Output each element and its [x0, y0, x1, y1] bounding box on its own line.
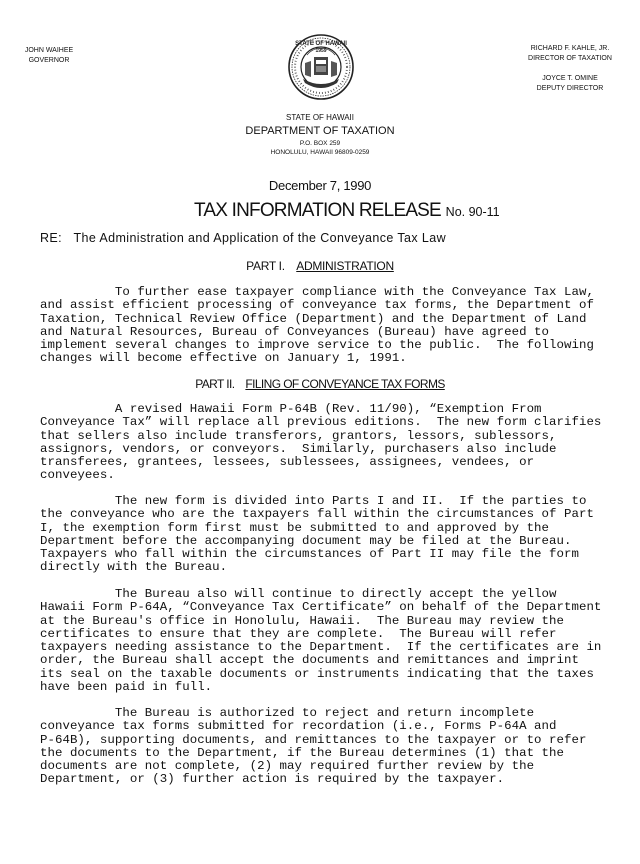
release-date: December 7, 1990 — [268, 178, 372, 193]
text-line: directly with the Bureau. — [40, 560, 228, 575]
text-line: Taxation, Technical Review Office (Department) and the Department of Land — [40, 311, 587, 326]
text-line: Department, or (3) further action is required by the taxpayer. — [40, 772, 505, 787]
text-line: The Bureau is authorized to reject and return incomplete — [40, 706, 535, 720]
governor-title: GOVERNOR — [28, 57, 70, 64]
re-subject: The Administration and Application of the Conveyance Tax Law — [73, 231, 447, 245]
text-line: that sellers also include transferors, grantors, lessors, sublessors, — [40, 428, 557, 443]
part1-heading — [0, 259, 640, 273]
text-line: taxpayers needing assistance to the Department. If the certificates are in — [40, 640, 602, 655]
re-label: RE: — [40, 231, 63, 245]
paragraph-5 — [40, 707, 630, 787]
deputy-title: DEPUTY DIRECTOR — [536, 85, 604, 92]
director-block — [520, 44, 620, 64]
text-line: Conveyance Tax” will replace all previous editions. The new form clarifies — [40, 415, 602, 430]
governor-block — [18, 46, 80, 66]
part2-label: PART II. — [195, 377, 235, 391]
text-line: the documents to the Department, if the Bureau determines (1) that the — [40, 745, 564, 760]
department-name: DEPARTMENT OF TAXATION — [245, 125, 395, 137]
paragraph-4 — [40, 588, 630, 694]
governor-name: JOHN WAIHEE — [24, 47, 74, 54]
text-line: certificates to ensure that they are complete. The Bureau will refer — [40, 626, 557, 641]
text-line: and Natural Resources, Bureau of Conveyances (Bureau) have agreed to — [40, 324, 550, 339]
text-line: conveyance tax forms submitted for recordation (i.e., Forms P-64A and — [40, 719, 557, 734]
director-title: DIRECTOR OF TAXATION — [528, 55, 612, 62]
state-name: STATE OF HAWAII — [286, 113, 354, 122]
state-seal-icon — [287, 33, 355, 101]
text-line: and assist efficient processing of conveyance tax forms, the Department of — [40, 298, 594, 313]
director-name: RICHARD F. KAHLE, JR. — [530, 45, 610, 52]
seal-text: STATE OF HAWAII — [295, 41, 347, 47]
text-line: To further ease taxpayer compliance with the Conveyance Tax Law, — [40, 285, 594, 299]
text-line: conveyees. — [40, 468, 115, 483]
text-line: order, the Bureau shall accept the documents and remittances and imprint — [40, 653, 579, 668]
paragraph-3 — [40, 495, 630, 575]
text-line: Taxpayers who fall within the circumstances of Part II may file the form — [40, 547, 579, 562]
paragraph-2 — [40, 403, 630, 483]
part2-heading — [0, 377, 640, 391]
text-line: I, the exemption form first must be submitted to and approved by the — [40, 520, 550, 535]
po-box: P.O. BOX 259 — [299, 140, 341, 147]
release-number: No. 90-11 — [445, 205, 500, 219]
deputy-block — [520, 74, 620, 94]
part2-title: FILING OF CONVEYANCE TAX FORMS — [245, 377, 445, 391]
text-line: changes will become effective on January 1, 1991. — [40, 351, 407, 366]
seal-year: 1959 — [315, 48, 327, 54]
part1-title: ADMINISTRATION — [296, 259, 394, 273]
paragraph-1 — [40, 286, 630, 366]
text-line: The Bureau also will continue to directly accept the yellow — [40, 587, 557, 601]
state-seal — [287, 33, 355, 101]
text-line: the conveyance who are the taxpayers fall within the circumstances of Part — [40, 507, 594, 522]
deputy-name: JOYCE T. OMINE — [542, 75, 598, 82]
re-line — [40, 231, 446, 245]
text-line: its seal on the taxable documents or instruments indicating that the taxes — [40, 666, 594, 681]
release-title: TAX INFORMATION RELEASE — [194, 200, 441, 221]
text-line: The new form is divided into Parts I and II. If the parties to — [40, 494, 587, 508]
text-line: transferees, grantees, lessees, sublessees, assignees, vendees, or — [40, 455, 535, 470]
city-address: HONOLULU, HAWAII 96809-0259 — [270, 149, 370, 156]
text-line: A revised Hawaii Form P-64B (Rev. 11/90), “Exemption From — [40, 402, 542, 416]
text-line: have been paid in full. — [40, 680, 213, 695]
text-line: P-64B), supporting documents, and remittances to the taxpayer or to refer — [40, 732, 587, 747]
text-line: at the Bureau's office in Honolulu, Hawaii. The Bureau may review the — [40, 613, 564, 628]
part1-label: PART I. — [246, 259, 285, 273]
text-line: assignors, vendors, or conveyors. Similarly, purchasers also include — [40, 441, 557, 456]
text-line: Department before the accompanying document may be filed at the Bureau. — [40, 533, 572, 548]
text-line: implement several changes to improve service to the public. The following — [40, 338, 594, 353]
text-line: Hawaii Form P-64A, “Conveyance Tax Certificate” on behalf of the Department — [40, 600, 602, 615]
release-heading — [194, 200, 500, 222]
text-line: documents are not complete, (2) may required further review by the — [40, 759, 535, 774]
